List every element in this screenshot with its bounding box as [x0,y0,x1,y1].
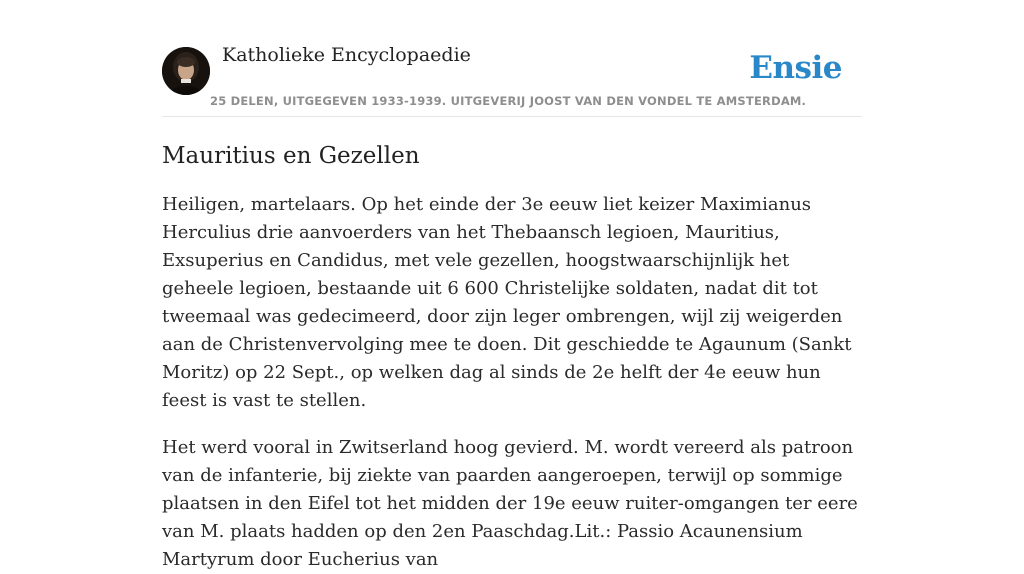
article-title: Mauritius en Gezellen [162,143,420,169]
ensie-logo[interactable]: Ensie [749,50,842,86]
publication-title[interactable]: Katholieke Encyclopaedie [222,44,471,66]
article [162,141,862,574]
page [162,0,862,574]
portrait-image [162,47,210,95]
article-paragraph: Heiligen, martelaars. Op het einde der 3e eeuw liet keizer Maximianus Herculius drie aanvoerders van het Thebaansch legioen, Mauritius, Exsuperius en Candidus, met vele gezellen, hoogstwaarschijnlijk het geheele legioen, bestaande uit 6 600 Christelijke soldaten, nadat dit tot tweemaal was gedecimeerd, door zijn leger ombrengen, wijl zij weigerden aan de Christenvervolging mee te doen. Dit geschiedde te Agaunum (Sankt Moritz) op 22 Sept., op welken dag al sinds de 2e helft der 4e eeuw hun feest is vast te stellen. [162,194,852,411]
publication-header [162,0,862,117]
article-paragraph: Het werd vooral in Zwitserland hoog gevierd. M. wordt vereerd als patroon van de infanterie, bij ziekte van paarden aangeroepen, terwijl op sommige plaatsen in den Eifel tot het midden der 19e eeuw ruiter-omgangen ter eere van M. plaats hadden op den 2en Paaschdag.Lit.: Passio Acaunensium Martyrum door Eucherius van [162,437,858,570]
publication-avatar[interactable] [162,47,210,95]
publication-subtitle: 25 DELEN, UITGEGEVEN 1933-1939. UITGEVERIJ JOOST VAN DEN VONDEL TE AMSTERDAM. [210,94,807,108]
